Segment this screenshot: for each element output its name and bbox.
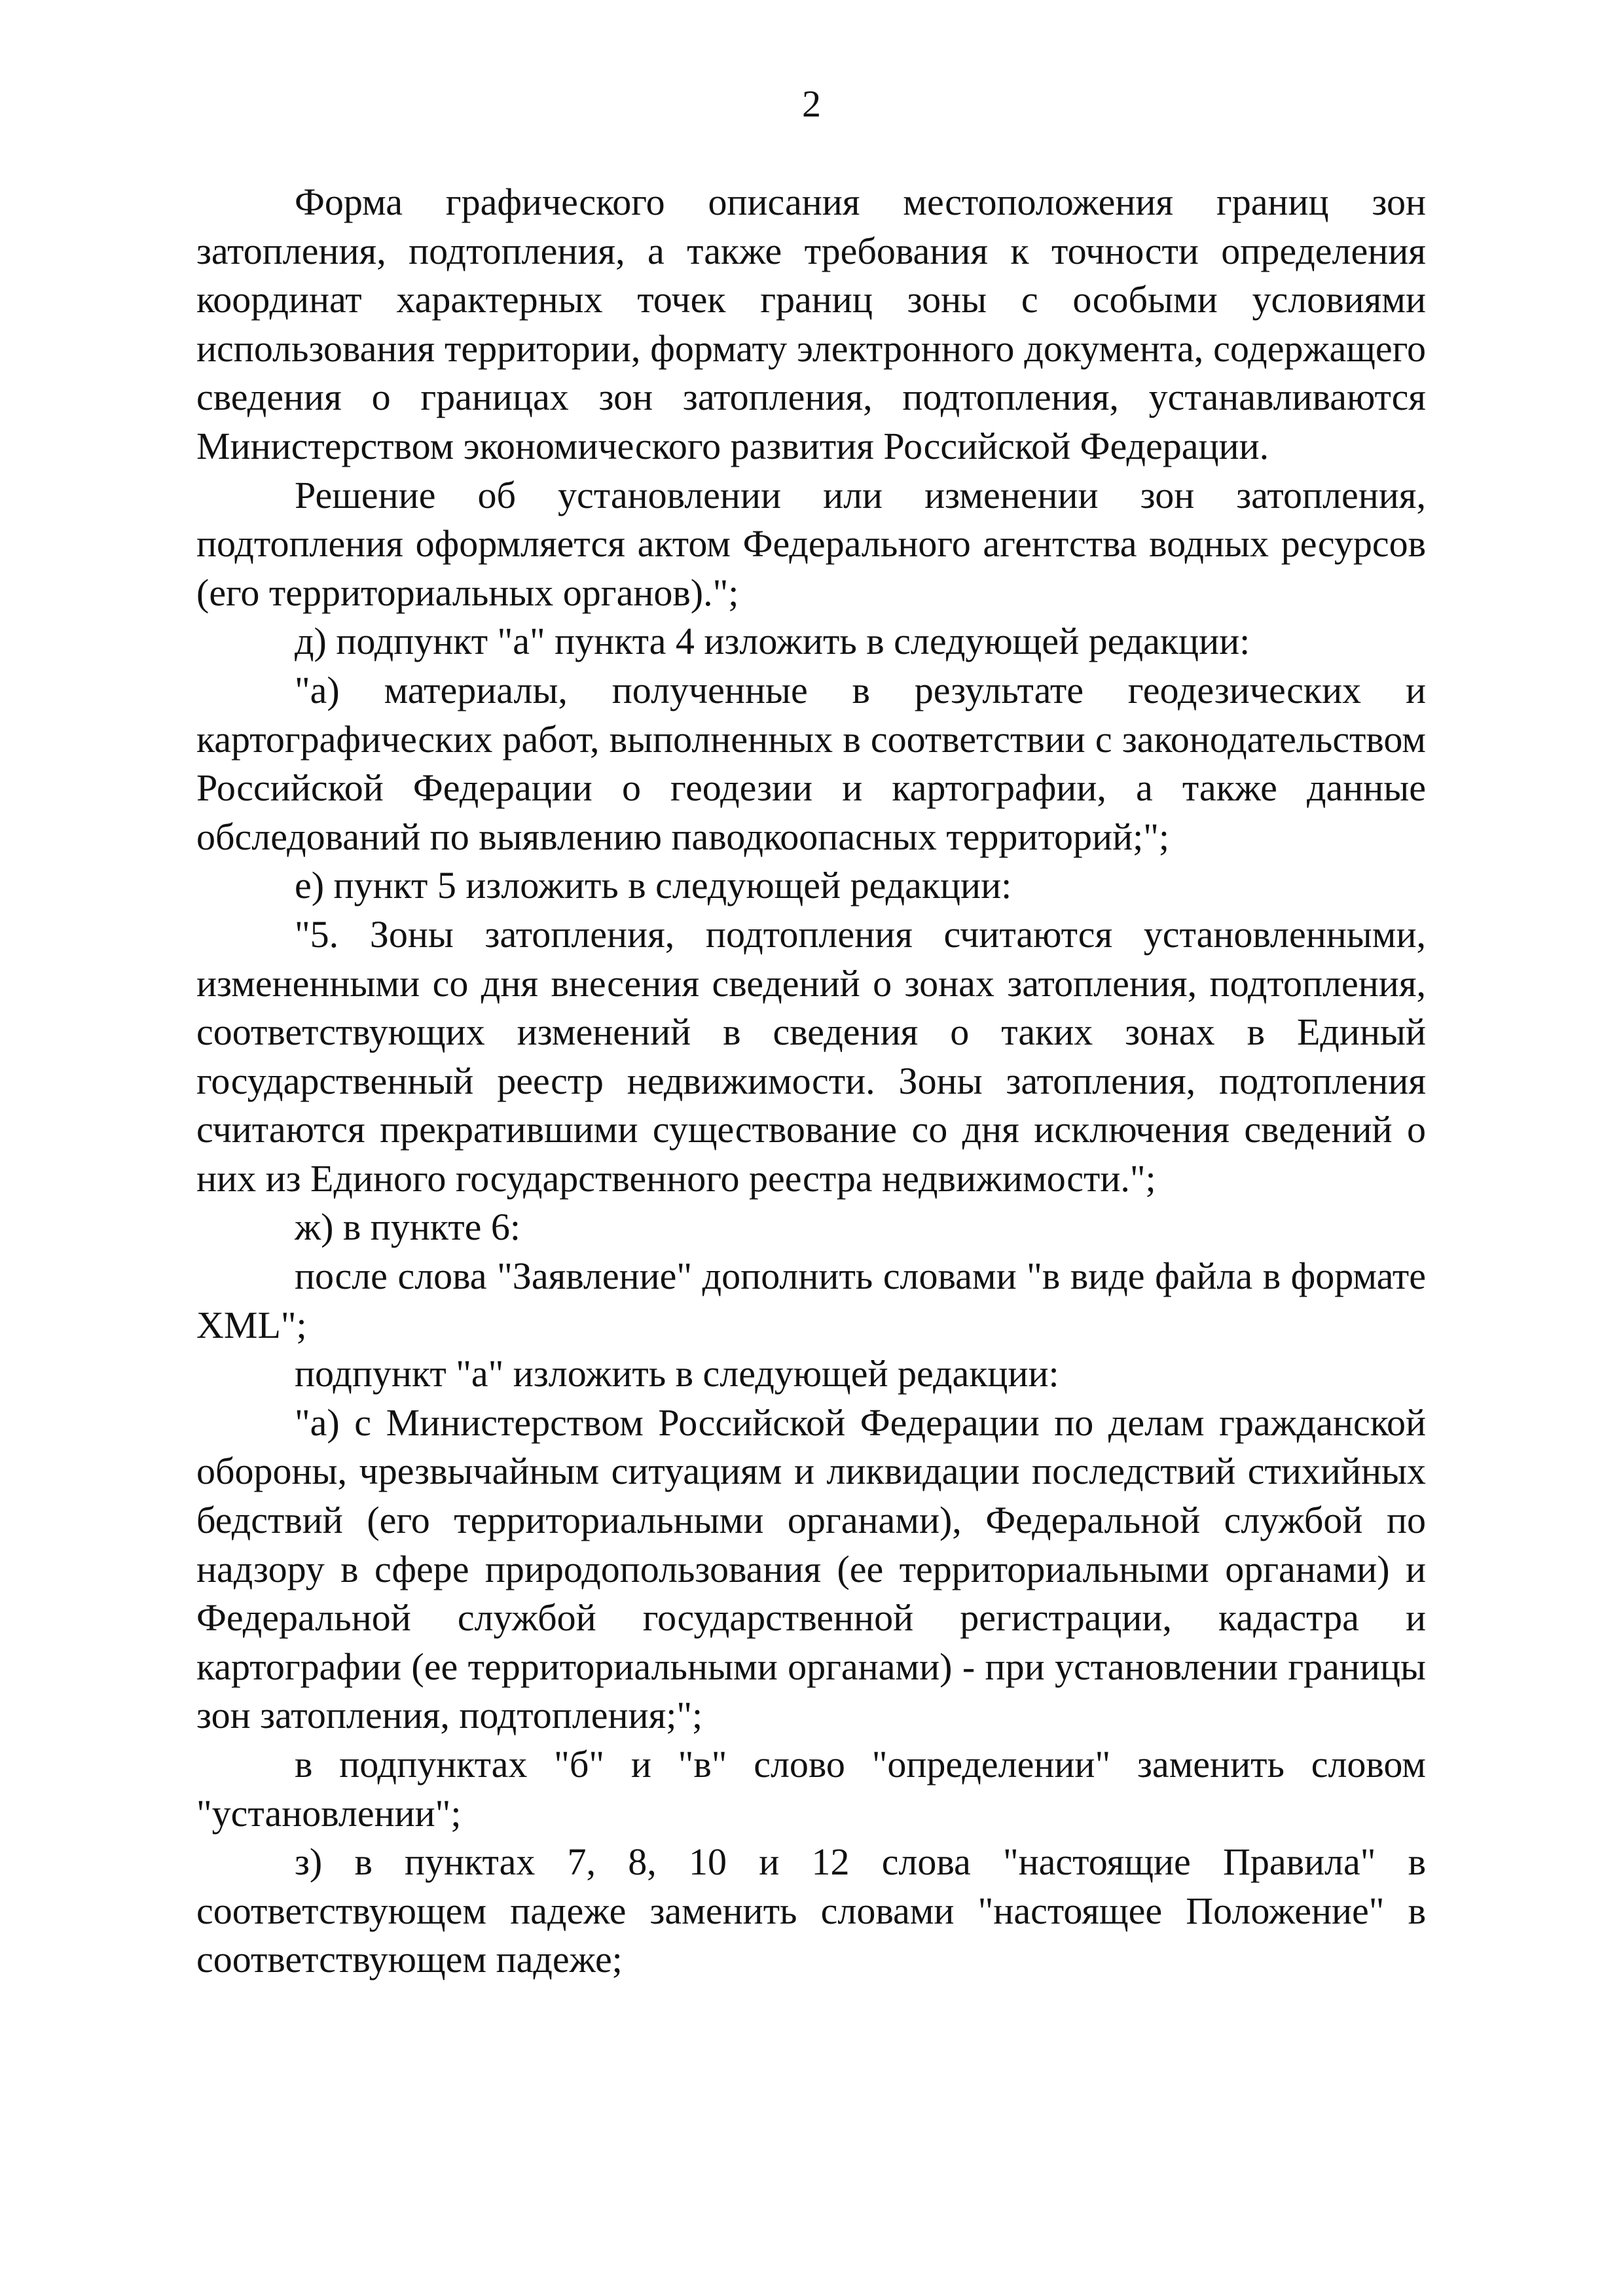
paragraph-decision-act: Решение об установлении или изменении зон затопления, подтопления оформляется актом Федерального агентства водных ресурсов (его территориальных органов)."; bbox=[196, 473, 1426, 614]
paragraph-subitem-a: подпункт "а" изложить в следующей редакции: bbox=[295, 1352, 1059, 1395]
paragraph-item-z: з) в пунктах 7, 8, 10 и 12 слова "настоящие Правила" в соответствующем падеже заменить словами "настоящее Положение" в соответствующем падеже; bbox=[196, 1840, 1426, 1981]
paragraph-subitem-a-text: "а) с Министерством Российской Федерации по делам гражданской обороны, чрезвычайным ситуациям и ликвидации последствий стихийных бедствий (его территориальными органами), Федеральной службой по надзору в сфере природопользования (ее территориальными органами) и Федеральной службой государственной регистрации, кадастра и картографии (ее территориальными органами) - при установлении границы зон затопления, подтопления;"; bbox=[196, 1401, 1426, 1737]
paragraph-item-e-text: "5. Зоны затопления, подтопления считаются установленными, измененными со дня внесения сведений о зонах затопления, подтопления, соответствующих изменений в сведения о таких зонах в Единый государственный реестр недвижимости. Зоны затопления, подтопления считаются прекратившими существование со дня исключения сведений о них из Единого государственного реестра недвижимости."; bbox=[196, 912, 1426, 1200]
paragraph-item-d: д) подпункт "а" пункта 4 изложить в следующей редакции: bbox=[295, 620, 1250, 663]
paragraph-item-e: е) пункт 5 изложить в следующей редакции: bbox=[295, 864, 1012, 907]
paragraph-xml-addition: после слова "Заявление" дополнить словами "в виде файла в формате XML"; bbox=[196, 1255, 1426, 1346]
paragraph-subitems-b-v: в подпунктах "б" и "в" слово "определении" заменить словом "установлении"; bbox=[196, 1743, 1426, 1835]
paragraph-graphic-description-form: Форма графического описания местоположения границ зон затопления, подтопления, а также требования к точности определения координат характерных точек границ зоны с особыми условиями использования территории, формату электронного документа, содержащего сведения о границах зон затопления, подтопления, устанавливаются Министерством экономического развития Российской Федерации. bbox=[196, 181, 1426, 467]
paragraph-item-d-text: "а) материалы, полученные в результате геодезических и картографических работ, выполненных в соответствии с законодательством Российской Федерации о геодезии и картографии, а также данные обследований по выявлению паводкоопасных территорий;"; bbox=[196, 668, 1426, 858]
document-body bbox=[196, 178, 1426, 1984]
page-number: 2 bbox=[802, 82, 821, 125]
paragraph-item-zh: ж) в пункте 6: bbox=[295, 1206, 520, 1249]
